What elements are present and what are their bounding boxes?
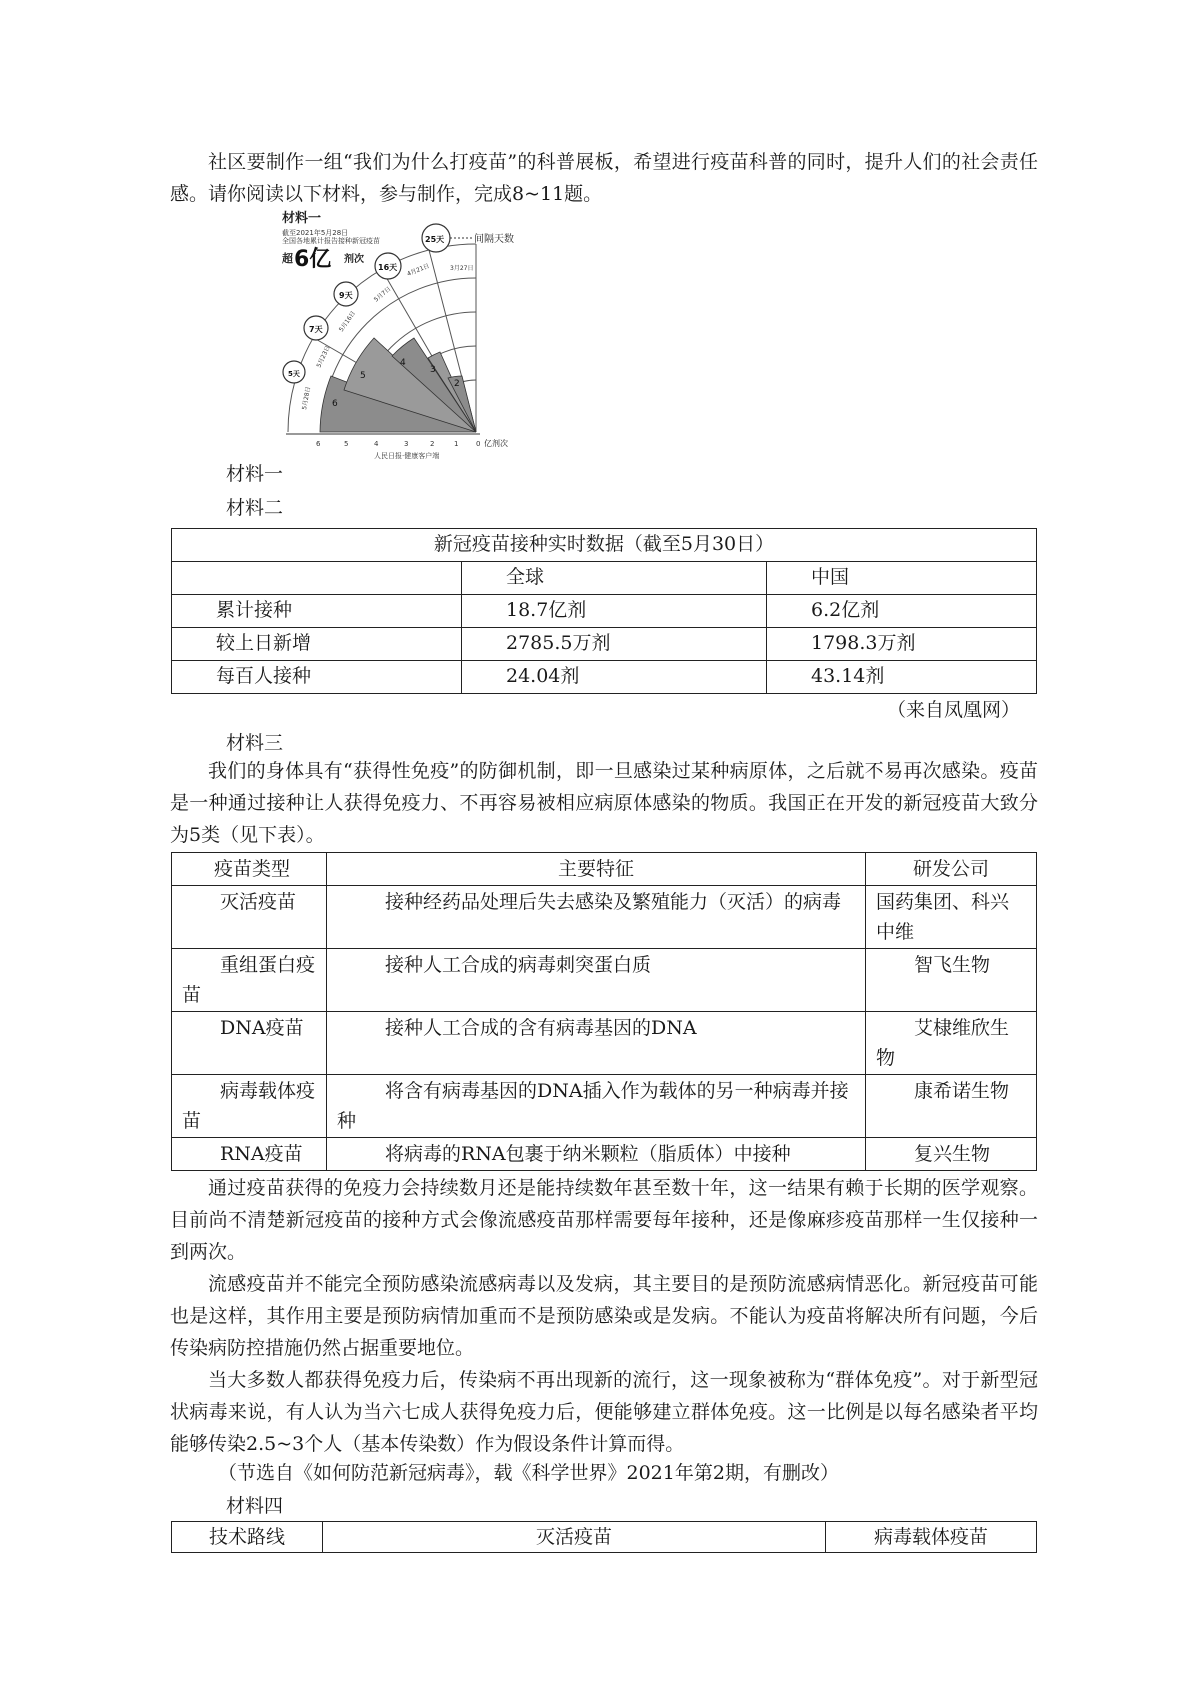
axis-tick: 1 xyxy=(454,440,459,448)
axis-tick: 4 xyxy=(374,440,379,448)
table-cell: 复兴生物 xyxy=(866,1138,1037,1171)
table-cell: 国药集团、科兴中维 xyxy=(866,886,1037,949)
table-header-cell: 研发公司 xyxy=(866,853,1037,886)
table-cell: 将病毒的RNA包裹于纳米颗粒（脂质体）中接种 xyxy=(327,1138,866,1171)
table-cell: 累计接种 xyxy=(172,595,462,628)
material3-para4: 当大多数人都获得免疫力后，传染病不再出现新的流行，这一现象被称为“群体免疫”。对于新型冠状病毒来说，有人认为当六七成人获得免疫力后，便能够建立群体免疫。这一比例是以每名感染者平均能够传染2.5~3个人（基本传染数）作为假设条件计算而得。 xyxy=(170,1369,1038,1455)
interval-label: 7天 xyxy=(309,325,323,334)
table-header-cell: 病毒载体疫苗 xyxy=(826,1522,1037,1553)
interval-label: 16天 xyxy=(378,263,398,272)
table-header-cell: 主要特征 xyxy=(327,853,866,886)
table-row xyxy=(172,661,1037,694)
table-cell: RNA疫苗 xyxy=(172,1138,327,1171)
table-header-cell: 技术路线 xyxy=(172,1522,323,1553)
date-label: 5月7日 xyxy=(372,285,393,304)
interval-label: 25天 xyxy=(425,235,445,244)
infographic-subtitle: 全国各地累计报告接种新冠疫苗 xyxy=(282,237,380,245)
axis-tick: 6 xyxy=(316,440,321,448)
table-cell: 重组蛋白疫苗 xyxy=(172,949,327,1012)
table-cell: 43.14剂 xyxy=(767,661,1037,694)
table-cell: 2785.5万剂 xyxy=(462,628,767,661)
table-cell: 接种人工合成的含有病毒基因的DNA xyxy=(327,1012,866,1075)
infographic-source: 人民日报·健康客户端 xyxy=(374,452,440,460)
table-row xyxy=(172,949,1037,1012)
table-row xyxy=(172,886,1037,949)
infographic-heading: 材料一 xyxy=(282,211,322,226)
vaccination-data-table xyxy=(171,528,1037,694)
sector-label: 5 xyxy=(360,371,366,381)
table-row xyxy=(172,1075,1037,1138)
material3-para2: 通过疫苗获得的免疫力会持续数月还是能持续数年甚至数十年，这一结果有赖于长期的医学观察。目前尚不清楚新冠疫苗的接种方式会像流感疫苗那样需要每年接种，还是像麻疹疫苗那样一生仅接种一到两次。 xyxy=(170,1177,1038,1263)
technical-route-table xyxy=(171,1521,1037,1553)
table-cell: 6.2亿剂 xyxy=(767,595,1037,628)
table-cell: 灭活疫苗 xyxy=(172,886,327,949)
table-header-cell xyxy=(172,562,462,595)
table-header-row xyxy=(172,1522,1037,1553)
material2-heading: 材料二 xyxy=(226,497,284,519)
table-cell: 病毒载体疫苗 xyxy=(172,1075,327,1138)
table-cell: 接种经药品处理后失去感染及繁殖能力（灭活）的病毒 xyxy=(327,886,866,949)
table-header-cell: 中国 xyxy=(767,562,1037,595)
axis-tick: 2 xyxy=(430,440,435,448)
axis-tick: 0 xyxy=(476,440,481,448)
table-cell: 艾棣维欣生物 xyxy=(866,1012,1037,1075)
date-label: 5月23日 xyxy=(315,344,332,369)
axis-unit: 亿剂次 xyxy=(484,439,508,448)
axis-tick: 3 xyxy=(404,440,409,448)
sector-label: 6 xyxy=(332,399,338,409)
vaccine-types-table xyxy=(171,852,1037,1171)
table-cell: 24.04剂 xyxy=(462,661,767,694)
intro-paragraph: 社区要制作一组“我们为什么打疫苗”的科普展板，希望进行疫苗科普的同时，提升人们的社会责任感。请你阅读以下材料，参与制作，完成8~11题。 xyxy=(170,151,1038,205)
date-label: 3月27日 xyxy=(450,265,474,272)
material3-para1: 我们的身体具有“获得性免疫”的防御机制，即一旦感染过某种病原体，之后就不易再次感染。疫苗是一种通过接种让人获得免疫力、不再容易被相应病原体感染的物质。我国正在开发的新冠疫苗大致分为5类（见下表）。 xyxy=(170,760,1038,846)
interval-label: 5天 xyxy=(288,370,300,378)
infographic-total-unit: 剂次 xyxy=(344,254,364,265)
material2-source: （来自凤凰网） xyxy=(886,699,1020,721)
material3-para3: 流感疫苗并不能完全预防感染流感病毒以及发病，其主要目的是预防流感病情恶化。新冠疫苗可能也是这样，其作用主要是预防病情加重而不是预防感染或是发病。不能认为疫苗将解决所有问题，今后传染病防控措施仍然占据重要地位。 xyxy=(170,1273,1038,1359)
table-cell: 较上日新增 xyxy=(172,628,462,661)
table-cell: 接种人工合成的病毒刺突蛋白质 xyxy=(327,949,866,1012)
table-cell: 18.7亿剂 xyxy=(462,595,767,628)
table-row xyxy=(172,628,1037,661)
sector-label: 2 xyxy=(454,379,460,389)
interval-label: 9天 xyxy=(339,291,353,300)
interval-label-title: 间隔天数 xyxy=(474,234,514,245)
table-header-row xyxy=(172,853,1037,886)
sector-label: 3 xyxy=(430,365,436,375)
infographic-date-note: 截至2021年5月28日 xyxy=(282,229,349,237)
sector-label: 4 xyxy=(400,358,406,368)
table-cell: 康希诺生物 xyxy=(866,1075,1037,1138)
table-caption: 新冠疫苗接种实时数据（截至5月30日） xyxy=(172,529,1037,562)
axis-tick: 5 xyxy=(344,440,349,448)
table-header-cell: 疫苗类型 xyxy=(172,853,327,886)
date-label: 5月16日 xyxy=(337,309,358,334)
table-cell: 将含有病毒基因的DNA插入作为载体的另一种病毒并接种 xyxy=(327,1075,866,1138)
material4-heading: 材料四 xyxy=(226,1495,284,1517)
table-cell: 智飞生物 xyxy=(866,949,1037,1012)
material1-caption: 材料一 xyxy=(226,463,284,485)
table-cell: 每百人接种 xyxy=(172,661,462,694)
material1-infographic xyxy=(280,210,540,475)
material3-heading: 材料三 xyxy=(226,732,284,754)
table-cell: DNA疫苗 xyxy=(172,1012,327,1075)
table-row xyxy=(172,1138,1037,1171)
date-label: 4月21日 xyxy=(406,262,431,278)
table-header-row xyxy=(172,562,1037,595)
material3-source: （节选自《如何防范新冠病毒》，载《科学世界》2021年第2期，有删改） xyxy=(218,1462,839,1484)
table-header-cell: 全球 xyxy=(462,562,767,595)
infographic-total-prefix: 超 xyxy=(282,252,293,265)
table-cell: 1798.3万剂 xyxy=(767,628,1037,661)
table-row xyxy=(172,1012,1037,1075)
table-header-cell: 灭活疫苗 xyxy=(323,1522,826,1553)
table-row xyxy=(172,595,1037,628)
date-label: 5月28日 xyxy=(301,386,313,411)
infographic-total-number: 6亿 xyxy=(294,247,332,272)
